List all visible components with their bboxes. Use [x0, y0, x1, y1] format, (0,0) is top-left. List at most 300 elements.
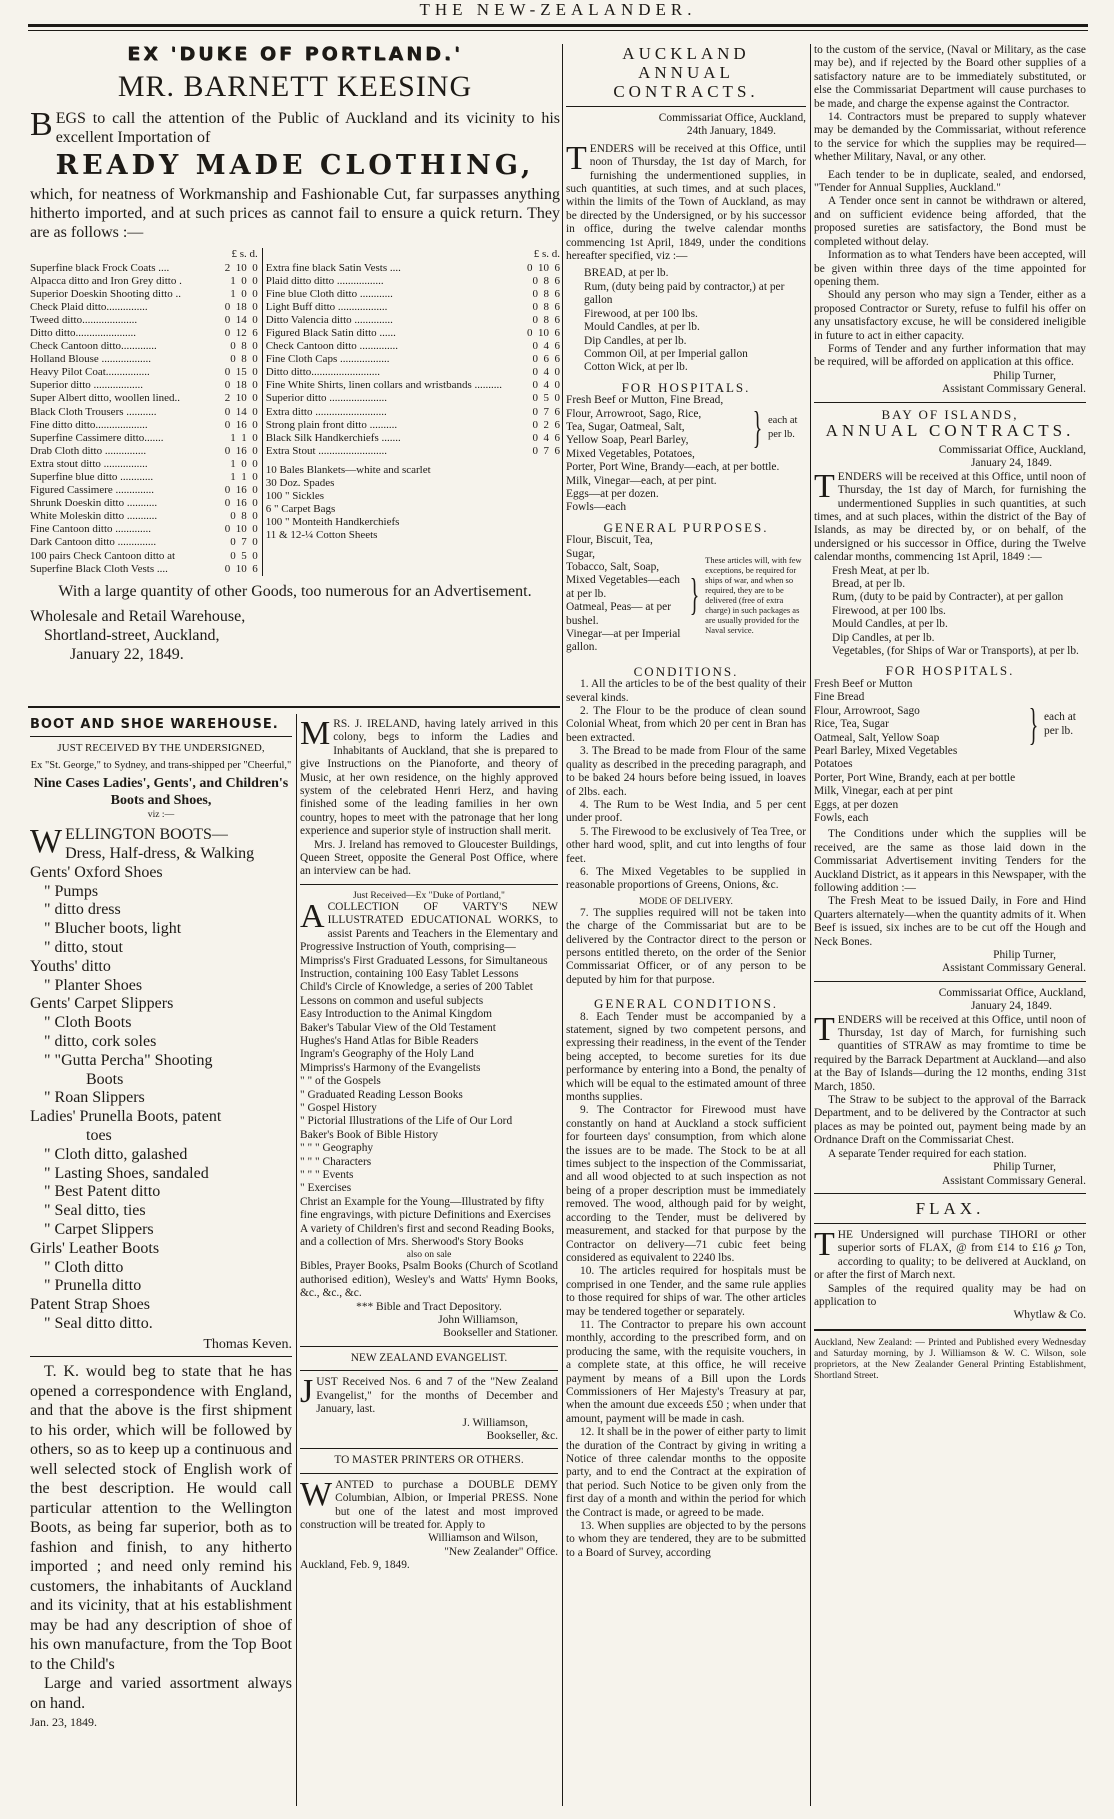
boi-more-item: Porter, Port Wine, Brandy, each at per bottle: [814, 771, 1016, 784]
price-row: [266, 366, 560, 379]
item-name: Extra ditto ..........................: [265, 405, 387, 418]
supply-item: Cotton Wick, at per lb.: [584, 361, 688, 374]
general-condition-item: 13. When supplies are objected to by the persons to whom they are tendered, they are to be submitted to a Board of Survey, according: [566, 1520, 806, 1559]
supply-item: BREAD, at per lb.: [584, 267, 669, 280]
hospitals-each: each at per lb.: [768, 415, 798, 440]
boot-item: Youths' ditto: [30, 957, 111, 975]
item-price: 0 7 6: [532, 405, 560, 418]
item-name: Fine White Shirts, linen collars and wristbands ..........: [265, 379, 502, 392]
boi-hospitals-list: [814, 678, 1023, 772]
boi-more-list: [814, 772, 1086, 826]
rule: [300, 1346, 558, 1347]
item-name: Holland Blouse ..................: [30, 353, 151, 366]
item-name: Superfine Black Cloth Vests ....: [30, 562, 168, 575]
evangelist-notice: [300, 1373, 558, 1416]
rule: [30, 736, 292, 737]
item-price: 0 8 0: [230, 510, 258, 523]
price-row: [266, 314, 560, 327]
nine-cases: Nine Cases Ladies', Gents', and Children's Boots and Shoes,: [33, 776, 289, 809]
price-row: [30, 550, 258, 563]
general-purpose-item: gallon.: [566, 641, 598, 654]
item-name: Tweed ditto....................: [30, 313, 138, 326]
boi-signature: Philip Turner,: [993, 949, 1056, 961]
boot-item: " Cloth ditto: [44, 1258, 124, 1276]
price-row: [30, 458, 258, 471]
straw-signature: Philip Turner,: [993, 1161, 1056, 1174]
cont-3: Each tender to be in duplicate, sealed, and endorsed, "Tender for Annual Supplies, Auckland.": [814, 168, 1086, 195]
flax-head: FLAX.: [915, 1198, 985, 1218]
book-item: A variety of Children's first and second Reading Books, and a collection of Mrs. Sherwood's Story Books: [300, 1222, 555, 1249]
boot-item: " Best Patent ditto: [44, 1183, 161, 1201]
boi-more-item: Fowls, each: [814, 811, 869, 824]
boi-office: Commissariat Office, Auckland,: [938, 443, 1086, 456]
price-row: [266, 262, 560, 275]
item-price: 0 14 0: [224, 405, 258, 418]
boot-shoe-advert: [30, 718, 292, 1806]
supply-item: Firewood, at per 100 lbs.: [584, 307, 698, 320]
item-price: 2 10 0: [224, 261, 258, 274]
price-row: [30, 536, 258, 549]
price-row: [266, 419, 560, 432]
keesing-intro: [30, 106, 560, 147]
hospital-more-item: Fowls—each: [566, 501, 627, 514]
book-item: " Gospel History: [300, 1101, 377, 1114]
general-conditions-head: GENERAL CONDITIONS.: [593, 996, 779, 1012]
item-name: Fine Cantoon ditto .............: [30, 523, 151, 536]
boot-signature: Thomas Keven.: [203, 1336, 292, 1352]
hospitals-more: [566, 461, 806, 515]
flax-text: HE Undersigned will purchase TIHORI or other superior sorts of FLAX, @ from £14 to £16 ℘ Ton, according to quality; to be delivered at Auckland, on or after the first of March next.: [814, 1228, 1086, 1282]
extra-goods-item: 30 Doz. Spades: [265, 477, 335, 489]
general-purpose-item: Flour, Biscuit, Tea, Sugar,: [566, 534, 653, 560]
evangelist-sig: J. Williamson,: [462, 1416, 528, 1429]
vartys-intro: [300, 897, 558, 955]
price-row: [266, 340, 560, 353]
boi-hospital-item: Oatmeal, Salt, Yellow Soap: [814, 731, 940, 744]
column-rule: [810, 44, 811, 1806]
extra-goods-item: 6 " Carpet Bags: [265, 503, 336, 516]
item-price: 0 5 0: [230, 549, 258, 562]
item-price: 0 12 6: [224, 326, 258, 339]
item-price: 1 0 0: [230, 274, 258, 287]
general-purposes-list: [566, 534, 684, 655]
boot-item: " Blucher boots, light: [44, 920, 182, 938]
conditions-list: [566, 678, 806, 893]
hospitals-block: [566, 394, 806, 461]
book-item: " " " Characters: [300, 1155, 372, 1168]
column-rule: [296, 714, 297, 1806]
boi-more-item: Milk, Vinegar, each at per pint: [814, 785, 953, 798]
item-price: 0 14 0: [224, 313, 258, 326]
boot-item: Girls' Leather Boots: [30, 1239, 160, 1257]
price-row: [30, 471, 258, 484]
general-conditions-list: [566, 1011, 806, 1561]
hospital-more-item: Porter, Port Wine, Brandy—each, at per bottle.: [566, 461, 780, 474]
price-row: [266, 445, 560, 458]
general-purpose-item: bushel.: [566, 614, 599, 627]
evangelist-sig-title: Bookseller, &c.: [486, 1429, 558, 1442]
item-price: 0 10 0: [224, 523, 258, 536]
boi-conditions: The Conditions under which the supplies will be received, are the same as those laid down in the Commissariat Advertisement inviting Tenders for the Auckland District, as it appears in this Newspaper, with the following addition :—: [814, 828, 1086, 894]
ireland-text: RS. J. IRELAND, having lately arrived in this colony, begs to inform the Ladies and Inhabitants of Auckland, that she is prepared to give Instructions on the Pianoforte, and theory of Music, at her own residence, on the highly approved system of the celebrated Henri Herz, and having finished some of the leading families in her own country, hopes to meet with the patronage that her long experience and superior style of instruction shall merit.: [300, 718, 558, 838]
vartys-head: Just Received—Ex "Duke of Portland,": [353, 889, 505, 901]
dropcap: A: [300, 897, 325, 935]
price-row: [30, 262, 258, 275]
general-purpose-item: at per lb.: [566, 587, 607, 600]
keesing-advert: [30, 44, 560, 756]
large-quantity: With a large quantity of other Goods, too numerous for an Advertisement.: [58, 582, 532, 600]
price-row: [266, 327, 560, 340]
item-price: 1 1 0: [230, 431, 258, 444]
masthead-rule-thin: [28, 30, 1088, 31]
signature-title: Assistant Commissary General.: [942, 383, 1086, 396]
item-price: 0 16 0: [224, 484, 258, 497]
supply-item: Rum, (duty being paid by contractor,) at per gallon: [584, 280, 785, 307]
item-price: 0 4 6: [532, 431, 560, 444]
also-text: Bibles, Prayer Books, Psalm Books (Church of Scotland authorised edition), Wesley's and Watts' Hymn Books, &c., &c., &c.: [300, 1260, 558, 1300]
item-price: 1 1 0: [230, 471, 258, 483]
boi-supply-item: Fresh Meat, at per lb.: [832, 564, 930, 577]
general-purpose-item: Tobacco, Salt, Soap,: [566, 561, 660, 573]
warehouse-line: Wholesale and Retail Warehouse,: [30, 607, 246, 625]
general-purposes-block: [566, 534, 806, 655]
boot-item: Patent Strap Shoes: [30, 1296, 150, 1314]
rule: [814, 402, 1086, 403]
book-item: Mimpriss's Harmony of the Evangelists: [300, 1061, 481, 1074]
dropcap: W: [30, 823, 63, 861]
boot-item: Gents' Oxford Shoes: [30, 863, 163, 881]
general-purpose-item: Vinegar—at per Imperial: [566, 628, 681, 641]
item-name: Fine blue Cloth ditto ............: [265, 287, 393, 300]
intro-text: EGS to call the attention of the Public of Auckland and its vicinity to his excellent Importation of: [55, 110, 560, 147]
item-name: Fine Cloth Caps ..................: [265, 353, 390, 366]
price-row: [30, 419, 258, 432]
tk-notice: [30, 1362, 292, 1733]
dropcap: B: [30, 106, 53, 144]
price-row: [266, 353, 560, 366]
hospital-item: Fresh Beef or Mutton, Fine Bread,: [566, 394, 724, 407]
imprint: Auckland, New Zealand: — Printed and Published every Wednesday and Saturday morning, by J. Williamson & W. C. Wilson, sole proprietors, at the New Zealander General Printing Establishment, Shortland Street.: [814, 1336, 1086, 1381]
rule: [30, 1356, 292, 1357]
general-condition-item: 9. The Contractor for Firewood must have constantly on hand at Auckland a stock sufficient for fourteen days' consumption, from which alone the issues are to be made. The Stock to be at all times subject to the inspection of the Commissariat, and all wood objected to at such inspection as not being of a proper description must be immediately removed. The wood, although paid for by weight, according to the Tender, must be delivered by measurement, and stacked for that purpose by the Contractor on delivery—71 cubic feet being considered as equivalent to 2240 lbs.: [566, 1104, 806, 1264]
boi-supply-item: Vegetables, (for Ships of War or Transports), at per lb.: [832, 645, 1079, 658]
printers-date: Auckland, Feb. 9, 1849.: [300, 1559, 410, 1572]
hospitals-list: [566, 394, 747, 461]
office: Commissariat Office, Auckland,: [658, 112, 806, 124]
boi-meat: The Fresh Meat to be issued Daily, in Fore and Hind Quarters alternately—when the quantity admits of it. When Beef is issued, six inches are to be cut off the Hough and Neck Bones.: [814, 895, 1086, 948]
hospital-item: Flour, Arrowroot, Sago, Rice,: [566, 407, 702, 420]
boot-item: " ditto, cork soles: [44, 1032, 157, 1050]
boi-supply-list: [814, 565, 1086, 659]
straw-office: Commissariat Office, Auckland,: [938, 986, 1086, 999]
item-price: 0 8 0: [230, 353, 258, 366]
item-name: Light Buff ditto ..................: [265, 300, 388, 313]
boi-hospital-item: Pearl Barley, Mixed Vegetables: [814, 744, 958, 757]
just-received: JUST RECEIVED BY THE UNDERSIGNED,: [57, 742, 265, 755]
extra-goods-item: 100 " Monteith Handkerchiefs: [265, 516, 400, 529]
ireland-notice: [300, 718, 558, 839]
item-price: 0 18 0: [224, 300, 258, 313]
ready-made-heading: READY MADE CLOTHING,: [55, 150, 535, 182]
price-row: [30, 432, 258, 445]
item-name: Shrunk Doeskin ditto ...........: [30, 497, 158, 510]
supply-list: [566, 267, 806, 374]
item-name: Check Cantoon ditto ..............: [265, 340, 399, 353]
item-price: 0 16 0: [224, 444, 258, 457]
price-header: £ s. d.: [231, 248, 258, 261]
warehouse-line: Shortland-street, Auckland,: [44, 626, 220, 644]
general-purpose-item: Mixed Vegetables—each: [566, 574, 680, 587]
boi-each: each at per lb.: [1044, 711, 1076, 737]
straw-3: A separate Tender required for each station.: [828, 1147, 1027, 1160]
condition-item: 3. The Bread to be made from Flour of the same quality as described in the preceding paragraph, and to be baked 24 hours before being issued, in loaves of 2lbs. each.: [566, 745, 806, 798]
boot-item: Boots: [86, 1070, 124, 1088]
tk-notice-text: T. K. would beg to state that he has opened a correspondence with England, and that the above is the first shipment to his order, which will be followed by others, so as to keep up a continuous and well selected stock of English work of the best description. He would call particular attention to the Wellington Boots, as being far superior, both as to fashion and finish, to any hitherto imported ; and need only remind his customers, the inhabitants of Auckland and its vicinity, that at his establishment may be had any description of shoe of his own manufacture, from the Top Boot to the Child's: [30, 1363, 292, 1673]
book-item: Easy Introduction to the Animal Kingdom: [300, 1008, 493, 1021]
price-row: [266, 301, 560, 314]
printers-text: ANTED to purchase a DOUBLE DEMY Columbian, Albion, or Imperial PRESS. None but one of the latest and most improved construction will be treated for. Apply to: [300, 1478, 558, 1531]
extra-goods-item: 11 & 12-¼ Cotton Sheets: [265, 529, 378, 542]
rule: [814, 981, 1086, 982]
boot-item: " "Gutta Percha" Shooting: [44, 1051, 213, 1069]
book-item: " Pictorial Illustrations of the Life of Our Lord: [300, 1115, 513, 1128]
straw-2: The Straw to be subject to the approval of the Barrack Department, and to be delivered by the Contractor at such places as may be pointed out, payment being made by an Ordnance Draft on the Commissariat Chest.: [814, 1094, 1086, 1147]
warehouse-date: January 22, 1849.: [70, 645, 184, 663]
ex-duke-title: EX 'DUKE OF PORTLAND.': [127, 44, 463, 65]
price-list-right: [266, 248, 560, 458]
price-row: [30, 445, 258, 458]
ireland-notice-2: Mrs. J. Ireland has removed to Gloucester Buildings, Queen Street, opposite the General Post Office, where an interview can be had.: [300, 838, 558, 878]
item-price: 0 4 0: [532, 379, 560, 392]
item-price: 0 7 0: [230, 536, 258, 549]
boi-hospital-item: Fresh Beef or Mutton: [814, 677, 913, 690]
price-row: [30, 275, 258, 288]
book-item: Ingram's Geography of the Holy Land: [300, 1048, 474, 1061]
evangelist-text: UST Received Nos. 6 and 7 of the "New Zealand Evangelist," for the months of December and January, last.: [316, 1376, 558, 1416]
item-price: 1 0 0: [230, 287, 258, 300]
straw-notice: [814, 1010, 1086, 1094]
rule: [814, 1329, 1086, 1331]
book-item: Baker's Tabular View of the Old Testament: [300, 1021, 496, 1034]
item-price: 0 7 6: [532, 444, 560, 457]
rule: [814, 1193, 1086, 1194]
boi-supply-item: Rum, (duty to be paid by Contracter), at per gallon: [832, 591, 1064, 604]
general-purposes-head: GENERAL PURPOSES.: [603, 519, 769, 535]
rule: [300, 884, 558, 885]
item-name: Superfine blue ditto ............: [30, 471, 154, 483]
item-name: Ditto ditto......................: [30, 326, 137, 339]
price-row: [30, 406, 258, 419]
price-row: [266, 275, 560, 288]
item-name: White Moleskin ditto ...........: [30, 510, 158, 523]
annual-contracts-head: ANNUAL CONTRACTS.: [613, 63, 759, 101]
boi-annual-head: ANNUAL CONTRACTS.: [825, 420, 1075, 440]
price-row: [30, 366, 258, 379]
boot-title: BOOT AND SHOE WAREHOUSE.: [30, 718, 279, 732]
boot-item: " Pumps: [44, 882, 99, 900]
rule: [300, 1448, 558, 1449]
boot-item: " Seal ditto ditto.: [44, 1314, 153, 1332]
condition-item: 4. The Rum to be West India, and 5 per cent under proof.: [566, 798, 806, 825]
boi-hospital-item: Fine Bread: [814, 691, 865, 704]
ireland-vartys-column: [300, 718, 558, 1806]
price-row: [30, 523, 258, 536]
general-purpose-item: Oatmeal, Peas— at per: [566, 601, 672, 614]
dropcap: J: [300, 1373, 314, 1411]
item-name: Figured Cassimere ..............: [30, 484, 155, 497]
straw-text: ENDERS will be received at this Office, until noon of Thursday, 1st day of March, for furnishing such quantities of STRAW as may fromtime to time be required by the Barrack Department at Auckland—and also at the Bay of Islands—during the 12 months, ending 31st March, 1850.: [814, 1013, 1086, 1093]
item-price: 0 8 0: [230, 340, 258, 353]
book-item: Child's Circle of Knowledge, a series of 200 Tablet Lessons on common and useful subjects: [300, 981, 533, 1007]
price-list-left: [30, 248, 262, 575]
boot-item: Dress, Half-dress, & Walking: [65, 845, 255, 863]
office-date: 24th January, 1849.: [686, 125, 776, 138]
cont-1: to the custom of the service, (Naval or Military, as the case may be), and if rejected by the Board other supplies of a satisfactory nature are to be immediately substituted, or else the Commissariat Department will cause purchases to be made, and charge the expense against the Contractor.: [814, 44, 1086, 110]
bible-depository: *** Bible and Tract Depository.: [356, 1300, 502, 1313]
price-list: [30, 248, 560, 575]
price-row: [266, 379, 560, 392]
boi-hospital-item: Rice, Tea, Sugar: [814, 718, 889, 731]
extra-goods-item: 10 Bales Blankets—white and scarlet: [265, 463, 431, 476]
item-price: 0 8 6: [532, 274, 560, 287]
section-rule: [28, 706, 560, 708]
item-price: 0 8 6: [532, 287, 560, 300]
boot-item: " Prunella ditto: [44, 1277, 142, 1295]
item-price: 0 6 6: [532, 353, 560, 366]
price-list-right-wrap: [262, 248, 560, 575]
keesing-body: which, for neatness of Workmanship and Fashionable Cut, far surpasses anything hitherto imported, and at such prices as cannot fail to ensure a quick return. They are as follows :—: [30, 186, 560, 242]
price-row: [30, 353, 258, 366]
item-name: Check Cantoon ditto.............: [30, 340, 157, 353]
cont-4: A Tender once sent in cannot be withdrawn or altered, and on sufficient evidence being afforded, that the proposed sureties are satisfactory, the Bond must be completed without delay.: [814, 195, 1086, 248]
dropcap: T: [814, 1225, 835, 1263]
boi-hospitals-head: FOR HOSPITALS.: [885, 663, 1015, 679]
boi-more-item: Eggs, at per dozen: [814, 798, 899, 811]
book-item: " Exercises: [300, 1182, 352, 1195]
boi-notice: [814, 467, 1086, 565]
boi-supply-item: Mould Candles, at per lb.: [832, 618, 948, 631]
item-name: Extra fine black Satin Vests ....: [265, 261, 401, 274]
price-row: [266, 392, 560, 405]
book-item: Baker's Book of Bible History: [300, 1128, 439, 1141]
rule: [566, 106, 806, 107]
item-name: Superior ditto .....................: [265, 392, 388, 405]
item-price: 0 10 6: [224, 562, 258, 575]
ex-st-george: Ex "St. George," to Sydney, and trans-shipped per "Cheerful,": [30, 759, 292, 771]
cont-5: Information as to what Tenders have been accepted, will be given within three days of the time appointed for opening them.: [814, 249, 1086, 288]
condition-item: 2. The Flour to be the produce of clean sound Colonial Wheat, from which 20 per cent in Bran has been extracted.: [566, 705, 806, 744]
vartys-text: COLLECTION OF VARTY'S NEW ILLUSTRATED EDUCATIONAL WORKS, to assist Parents and Teachers in the Elementary and Progressive Instruction of Youth, comprising—: [300, 900, 558, 954]
boot-item: " Lasting Shoes, sandaled: [44, 1164, 209, 1182]
flax-notice: [814, 1225, 1086, 1283]
printers-sig-office: "New Zealander" Office.: [444, 1545, 558, 1558]
item-name: Black Cloth Trousers ...........: [30, 405, 157, 418]
dropcap: T: [566, 139, 587, 177]
rule: [300, 1473, 558, 1474]
auckland-head: AUCKLAND: [622, 44, 750, 63]
price-row: [30, 340, 258, 353]
hospitals-head: FOR HOSPITALS.: [621, 379, 751, 395]
item-name: Ditto ditto.........................: [265, 366, 380, 379]
item-name: Drab Cloth ditto ...............: [30, 444, 147, 457]
tenders-notice: [566, 139, 806, 264]
mode-head: MODE OF DELIVERY.: [639, 895, 733, 907]
williamson: John Williamson,: [438, 1314, 518, 1327]
boot-item: " ditto dress: [44, 901, 121, 919]
boot-item: " Planter Shoes: [44, 976, 143, 994]
cont-6: Should any person who may sign a Tender, either as a proposed Contractor or Surety, refuse to fulfil his offer on any unsatisfactory excuse, he will be considered ineligible in future to act in either capacity.: [814, 289, 1086, 342]
tenders-text: ENDERS will be received at this Office, until noon of Thursday, the 1st day of March, for furnishing the undermentioned supplies, in such quantities, at such times, and at such places, within the limits of the Town of Auckland, as may be directed by the Undersigned, or by his successor in office, during the twelve calendar months commencing 1st April, 1849, under the conditions hereafter specified, viz :—: [566, 142, 806, 263]
brace: }: [752, 402, 763, 452]
hospital-item: Mixed Vegetables, Potatoes,: [566, 447, 695, 460]
bay-of-islands-contracts: [814, 44, 1086, 1806]
dropcap: T: [814, 1010, 835, 1048]
item-name: Dark Cantoon ditto ..............: [30, 536, 157, 549]
condition-item: 6. The Mixed Vegetables to be supplied in reasonable proportions of Greens, Onions, &c.: [566, 865, 806, 892]
dropcap: M: [300, 718, 331, 752]
item-name: 100 pairs Check Cantoon ditto at: [30, 549, 176, 562]
item-name: Superfine black Frock Coats ....: [30, 261, 170, 274]
dropcap: W: [300, 1475, 333, 1513]
boot-list: [30, 823, 292, 1334]
boi-hospital-item: Potatoes: [814, 758, 853, 771]
item-name: Fine ditto ditto...................: [30, 418, 148, 431]
item-price: 0 16 0: [224, 418, 258, 431]
extra-goods-item: 100 " Sickles: [265, 490, 324, 503]
boot-item: " Cloth Boots: [44, 1014, 132, 1032]
item-price: 0 2 6: [532, 418, 560, 431]
item-name: Figured Black Satin ditto ......: [265, 326, 396, 339]
boot-item: Ladies' Prunella Boots, patent: [30, 1108, 222, 1126]
item-price: 2 10 0: [224, 392, 258, 405]
mode-text: 7. The supplies required will not be taken into the charge of the Commissariat but are to be delivered by the Contractor direct to the person or persons entitled thereto, on the order of the Senior Commissariat Officer, or of any person to be deputed by him for that purpose.: [566, 906, 806, 986]
supply-item: Mould Candles, at per lb.: [584, 321, 700, 334]
rule: [300, 1370, 558, 1371]
price-row: [266, 432, 560, 445]
book-list: [300, 955, 558, 1250]
conditions-head: CONDITIONS.: [633, 663, 739, 679]
merchant-name: MR. BARNETT KEESING: [117, 70, 473, 104]
boi-supply-item: Dip Candles, at per lb.: [832, 631, 935, 644]
masthead-rule: [28, 24, 1088, 27]
straw-signature-title: Assistant Commissary General.: [942, 1174, 1086, 1187]
condition-item: 1. All the articles to be of the best quality of their several kinds.: [566, 678, 806, 704]
item-name: Check Plaid ditto...............: [30, 300, 148, 313]
item-price: 0 15 0: [224, 366, 258, 379]
boot-item: " Roan Slippers: [44, 1089, 145, 1107]
viz: viz :—: [147, 809, 175, 821]
boot-item: " ditto, stout: [44, 939, 123, 956]
price-header: £ s. d.: [533, 248, 560, 261]
price-row: [30, 510, 258, 523]
item-price: 1 0 0: [230, 457, 258, 470]
straw-date: January 24, 1849.: [971, 1000, 1052, 1013]
item-name: Superfine Cassimere ditto.......: [30, 431, 164, 444]
item-name: Super Albert ditto, woollen lined..: [30, 392, 181, 405]
item-name: Alpacca ditto and Iron Grey ditto .: [30, 274, 182, 287]
condition-item: 5. The Firewood to be exclusively of Tea Tree, or other hard wood, split, and cut into lengths of four feet.: [566, 825, 806, 865]
price-row: [30, 392, 258, 405]
signature: Philip Turner,: [993, 369, 1056, 382]
supply-item: Common Oil, at per Imperial gallon: [584, 347, 748, 360]
auckland-contracts: [566, 44, 806, 1806]
evangelist-head: NEW ZEALAND EVANGELIST.: [350, 1351, 508, 1364]
boi-signature-title: Assistant Commissary General.: [942, 962, 1086, 975]
boi-hospital-item: Flour, Arrowroot, Sago: [814, 704, 920, 717]
rule: [814, 1223, 1086, 1224]
item-price: 0 16 0: [224, 497, 258, 510]
item-name: Extra stout ditto ................: [30, 457, 148, 470]
